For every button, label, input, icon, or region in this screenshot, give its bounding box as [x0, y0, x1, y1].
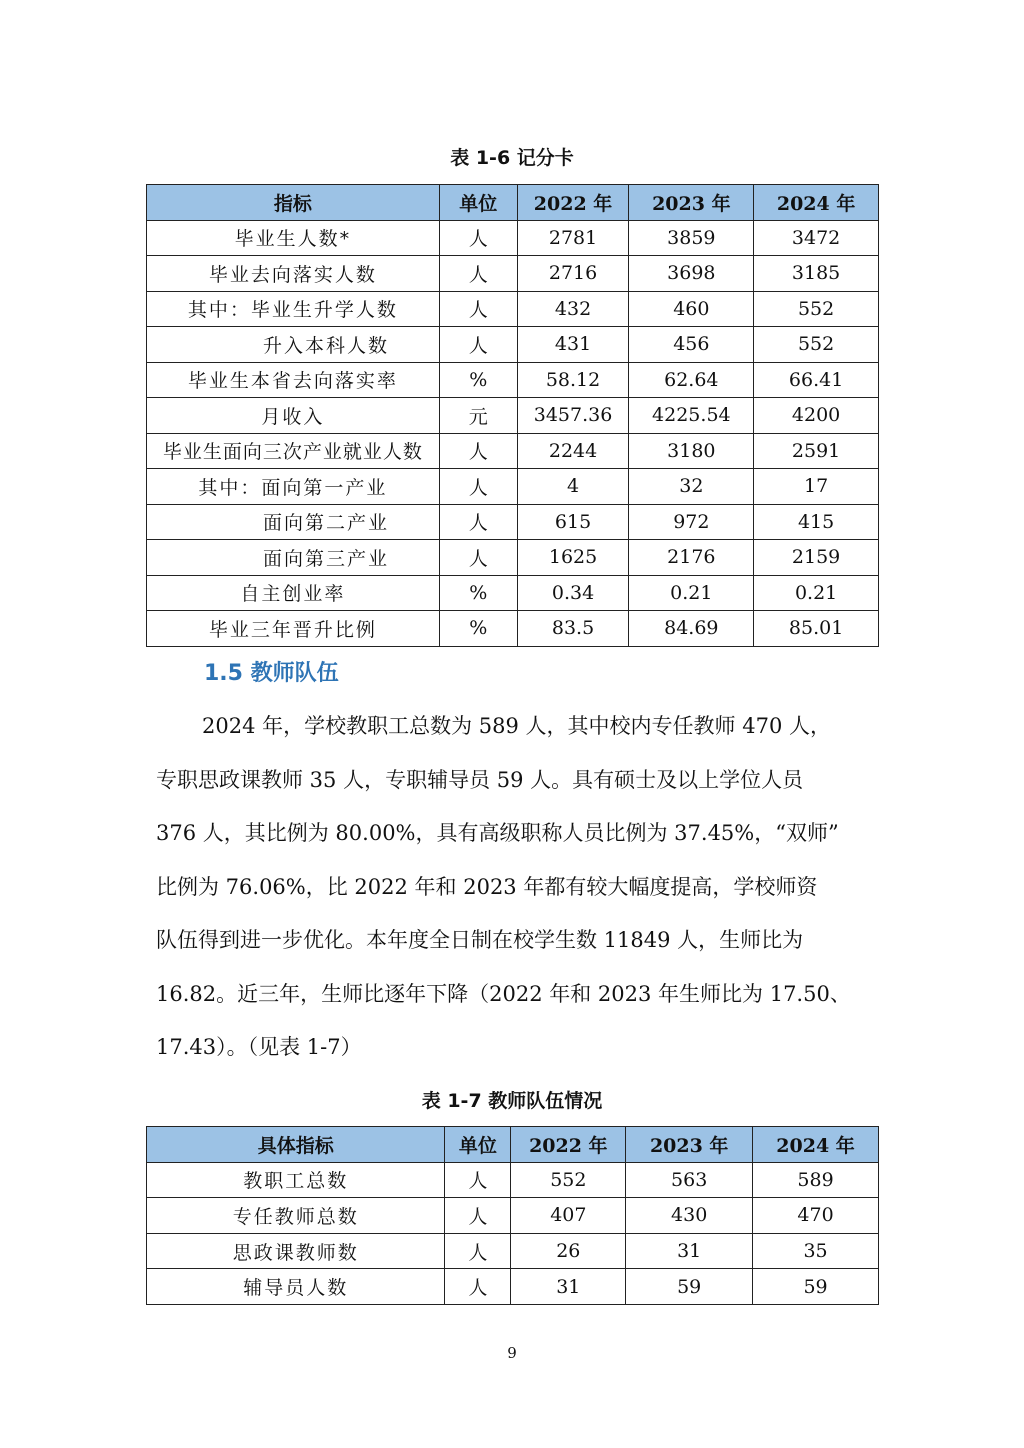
teacher-team-table [146, 1126, 879, 1305]
header-2022: 2022 年 [517, 185, 629, 221]
table-row [147, 327, 879, 363]
header-unit: 单位 [445, 1127, 511, 1163]
value-2023-cell: 3698 [629, 256, 754, 292]
value-2022-cell: 0.34 [517, 575, 629, 611]
value-2024-cell: 552 [754, 291, 879, 327]
value-2024-cell: 3185 [754, 256, 879, 292]
paragraph-line: 专职思政课教师 35 人，专职辅导员 59 人。具有硕士及以上学位人员 [156, 767, 804, 792]
unit-cell: % [439, 362, 517, 398]
indicator-cell: 思政课教师数 [147, 1233, 445, 1269]
table-1-6-caption: 表 1-6 记分卡 [450, 147, 574, 169]
indicator-cell: 毕业生面向三次产业就业人数 [147, 433, 440, 469]
value-2023-cell: 2176 [629, 540, 754, 576]
value-2024-cell: 470 [753, 1198, 879, 1234]
table-row [147, 504, 879, 540]
indicator-cell: 毕业三年晋升比例 [147, 611, 440, 647]
unit-cell: 人 [445, 1198, 511, 1234]
page-number: 9 [507, 1344, 517, 1362]
value-2022-cell: 431 [517, 327, 629, 363]
value-2022-cell: 2716 [517, 256, 629, 292]
value-2023-cell: 4225.54 [629, 398, 754, 434]
indicator-cell: 毕业生本省去向落实率 [147, 362, 440, 398]
indicator-cell: 面向第二产业 [147, 504, 440, 540]
indicator-cell: 其中：毕业生升学人数 [147, 291, 440, 327]
paragraph-line: 376 人，其比例为 80.00%，具有高级职称人员比例为 37.45%，“双师” [156, 821, 839, 845]
value-2022-cell: 407 [511, 1198, 626, 1234]
value-2023-cell: 430 [626, 1198, 753, 1234]
scorecard-table [146, 184, 879, 647]
table-row [147, 291, 879, 327]
table-header-row [147, 1127, 879, 1163]
paragraph-line: 16.82。近三年，生师比逐年下降（2022 年和 2023 年生师比为 17.50、 [156, 981, 851, 1006]
value-2022-cell: 615 [517, 504, 629, 540]
value-2022-cell: 552 [511, 1162, 626, 1198]
value-2023-cell: 563 [626, 1162, 753, 1198]
value-2022-cell: 3457.36 [517, 398, 629, 434]
value-2022-cell: 1625 [517, 540, 629, 576]
table-row [147, 433, 879, 469]
table-row [147, 362, 879, 398]
value-2022-cell: 2781 [517, 220, 629, 256]
body-paragraph [156, 700, 876, 1075]
value-2023-cell: 0.21 [629, 575, 754, 611]
paragraph-line: 17.43）。（见表 1-7） [156, 1035, 362, 1059]
table-row [147, 220, 879, 256]
table-row [147, 540, 879, 576]
unit-cell: 人 [439, 220, 517, 256]
table-row [147, 1162, 879, 1198]
value-2023-cell: 59 [626, 1269, 753, 1305]
unit-cell: 人 [445, 1162, 511, 1198]
unit-cell: 人 [439, 256, 517, 292]
value-2023-cell: 456 [629, 327, 754, 363]
value-2023-cell: 3859 [629, 220, 754, 256]
value-2022-cell: 83.5 [517, 611, 629, 647]
value-2024-cell: 0.21 [754, 575, 879, 611]
unit-cell: 元 [439, 398, 517, 434]
header-2024: 2024 年 [754, 185, 879, 221]
unit-cell: 人 [439, 469, 517, 505]
value-2023-cell: 62.64 [629, 362, 754, 398]
header-2022: 2022 年 [511, 1127, 626, 1163]
unit-cell: 人 [445, 1233, 511, 1269]
value-2024-cell: 85.01 [754, 611, 879, 647]
header-2024: 2024 年 [753, 1127, 879, 1163]
header-2023: 2023 年 [629, 185, 754, 221]
indicator-cell: 专任教师总数 [147, 1198, 445, 1234]
table-row [147, 1269, 879, 1305]
value-2022-cell: 432 [517, 291, 629, 327]
value-2024-cell: 415 [754, 504, 879, 540]
unit-cell: % [439, 575, 517, 611]
value-2024-cell: 17 [754, 469, 879, 505]
indicator-cell: 辅导员人数 [147, 1269, 445, 1305]
value-2023-cell: 31 [626, 1233, 753, 1269]
indicator-cell: 升入本科人数 [147, 327, 440, 363]
value-2023-cell: 972 [629, 504, 754, 540]
value-2024-cell: 2591 [754, 433, 879, 469]
unit-cell: 人 [439, 504, 517, 540]
indicator-cell: 其中：面向第一产业 [147, 469, 440, 505]
value-2023-cell: 84.69 [629, 611, 754, 647]
header-unit: 单位 [439, 185, 517, 221]
value-2024-cell: 4200 [754, 398, 879, 434]
value-2022-cell: 58.12 [517, 362, 629, 398]
value-2024-cell: 589 [753, 1162, 879, 1198]
unit-cell: 人 [439, 291, 517, 327]
table-row [147, 256, 879, 292]
value-2022-cell: 31 [511, 1269, 626, 1305]
header-indicator: 具体指标 [147, 1127, 445, 1163]
unit-cell: % [439, 611, 517, 647]
table-row [147, 469, 879, 505]
indicator-cell: 自主创业率 [147, 575, 440, 611]
value-2022-cell: 2244 [517, 433, 629, 469]
value-2023-cell: 32 [629, 469, 754, 505]
table-row [147, 1233, 879, 1269]
value-2024-cell: 66.41 [754, 362, 879, 398]
table-row [147, 611, 879, 647]
paragraph-line: 比例为 76.06%，比 2022 年和 2023 年都有较大幅度提高，学校师资 [156, 874, 818, 899]
header-indicator: 指标 [147, 185, 440, 221]
indicator-cell: 毕业去向落实人数 [147, 256, 440, 292]
indicator-cell: 毕业生人数* [147, 220, 440, 256]
paragraph-line: 2024 年，学校教职工总数为 589 人，其中校内专任教师 470 人， [202, 714, 831, 738]
value-2024-cell: 3472 [754, 220, 879, 256]
value-2024-cell: 59 [753, 1269, 879, 1305]
unit-cell: 人 [439, 433, 517, 469]
table-row [147, 575, 879, 611]
value-2022-cell: 4 [517, 469, 629, 505]
value-2024-cell: 552 [754, 327, 879, 363]
section-heading: 1.5 教师队伍 [204, 661, 339, 686]
indicator-cell: 面向第三产业 [147, 540, 440, 576]
unit-cell: 人 [439, 327, 517, 363]
header-2023: 2023 年 [626, 1127, 753, 1163]
table-row [147, 398, 879, 434]
value-2024-cell: 2159 [754, 540, 879, 576]
table-1-7-caption: 表 1-7 教师队伍情况 [421, 1090, 603, 1112]
value-2022-cell: 26 [511, 1233, 626, 1269]
table-row [147, 1198, 879, 1234]
value-2023-cell: 3180 [629, 433, 754, 469]
paragraph-line: 队伍得到进一步优化。本年度全日制在校学生数 11849 人，生师比为 [156, 928, 804, 952]
unit-cell: 人 [445, 1269, 511, 1305]
value-2024-cell: 35 [753, 1233, 879, 1269]
indicator-cell: 教职工总数 [147, 1162, 445, 1198]
unit-cell: 人 [439, 540, 517, 576]
table-header-row [147, 185, 879, 221]
value-2023-cell: 460 [629, 291, 754, 327]
indicator-cell: 月收入 [147, 398, 440, 434]
